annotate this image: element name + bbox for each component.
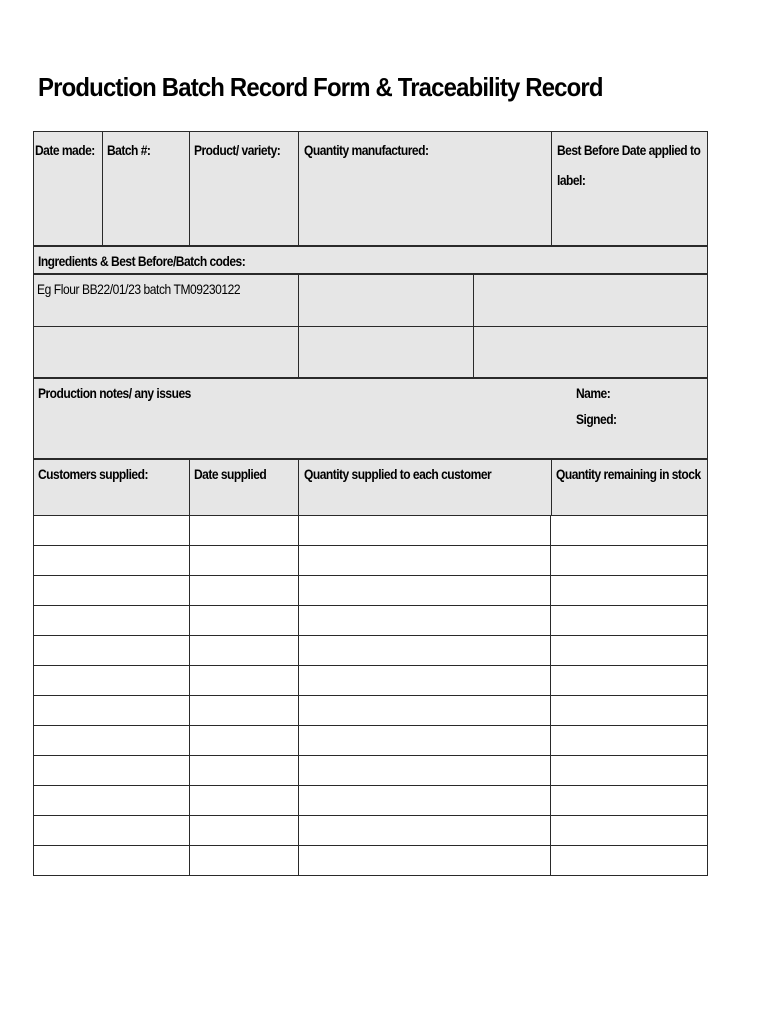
table-row xyxy=(34,576,708,606)
batch-header-section xyxy=(33,131,708,246)
table-cell[interactable] xyxy=(34,816,190,846)
ingredient-cell[interactable] xyxy=(473,326,707,377)
table-cell[interactable] xyxy=(551,726,708,756)
table-row xyxy=(34,516,708,546)
table-cell[interactable] xyxy=(298,606,551,636)
ingredient-cell[interactable] xyxy=(473,275,707,326)
table-cell[interactable] xyxy=(551,846,708,876)
table-cell[interactable] xyxy=(298,546,551,576)
table-row xyxy=(34,846,708,876)
date-made-field[interactable] xyxy=(34,132,102,245)
table-cell[interactable] xyxy=(34,786,190,816)
name-label: Name: xyxy=(576,385,611,401)
table-cell[interactable] xyxy=(189,546,298,576)
table-cell[interactable] xyxy=(298,786,551,816)
table-cell[interactable] xyxy=(34,846,190,876)
table-cell[interactable] xyxy=(189,636,298,666)
batch-number-label: Batch #: xyxy=(107,142,151,158)
table-row xyxy=(34,606,708,636)
ingredient-cell[interactable] xyxy=(298,326,473,377)
table-cell[interactable] xyxy=(34,636,190,666)
date-made-label: Date made: xyxy=(35,142,95,158)
ingredient-cell[interactable] xyxy=(34,275,298,326)
production-notes-section[interactable] xyxy=(33,378,708,459)
table-cell[interactable] xyxy=(34,576,190,606)
table-cell[interactable] xyxy=(551,546,708,576)
customers-supplied-header: Customers supplied: xyxy=(38,466,148,482)
table-row xyxy=(34,696,708,726)
table-cell[interactable] xyxy=(34,696,190,726)
best-before-label-line2: label: xyxy=(557,172,586,188)
ingredients-heading-row xyxy=(33,246,708,274)
table-cell[interactable] xyxy=(298,666,551,696)
table-cell[interactable] xyxy=(551,576,708,606)
table-cell[interactable] xyxy=(298,516,551,546)
table-cell[interactable] xyxy=(34,516,190,546)
table-cell[interactable] xyxy=(34,546,190,576)
table-cell[interactable] xyxy=(189,516,298,546)
customers-table xyxy=(33,515,708,876)
signed-label: Signed: xyxy=(576,411,617,427)
best-before-label-line1: Best Before Date applied to xyxy=(557,142,701,158)
table-cell[interactable] xyxy=(189,666,298,696)
table-cell[interactable] xyxy=(551,786,708,816)
table-row xyxy=(34,816,708,846)
table-cell[interactable] xyxy=(551,606,708,636)
batch-number-field[interactable] xyxy=(102,132,189,245)
table-cell[interactable] xyxy=(34,726,190,756)
customers-header-row xyxy=(33,459,708,516)
date-supplied-header: Date supplied xyxy=(194,466,267,482)
table-cell[interactable] xyxy=(34,606,190,636)
table-cell[interactable] xyxy=(189,756,298,786)
table-cell[interactable] xyxy=(551,816,708,846)
ingredients-heading: Ingredients & Best Before/Batch codes: xyxy=(38,253,246,269)
table-cell[interactable] xyxy=(551,516,708,546)
table-cell[interactable] xyxy=(34,666,190,696)
table-row xyxy=(34,546,708,576)
table-cell[interactable] xyxy=(551,696,708,726)
table-cell[interactable] xyxy=(551,636,708,666)
table-cell[interactable] xyxy=(189,726,298,756)
table-cell[interactable] xyxy=(298,576,551,606)
table-cell[interactable] xyxy=(189,606,298,636)
table-cell[interactable] xyxy=(189,816,298,846)
quantity-remaining-header: Quantity remaining in stock xyxy=(556,466,701,482)
table-row xyxy=(34,726,708,756)
ingredient-example-entry: Eg Flour BB22/01/23 batch TM09230122 xyxy=(37,281,241,297)
production-notes-label: Production notes/ any issues xyxy=(38,385,191,401)
table-cell[interactable] xyxy=(298,636,551,666)
table-cell[interactable] xyxy=(189,846,298,876)
table-cell[interactable] xyxy=(189,576,298,606)
table-row xyxy=(34,756,708,786)
table-row xyxy=(34,786,708,816)
form-title: Production Batch Record Form & Traceability Record xyxy=(38,72,603,102)
table-cell[interactable] xyxy=(551,666,708,696)
product-variety-field[interactable] xyxy=(189,132,298,245)
quantity-manufactured-field[interactable] xyxy=(298,132,551,245)
table-cell[interactable] xyxy=(298,726,551,756)
quantity-manufactured-label: Quantity manufactured: xyxy=(304,142,429,158)
table-row xyxy=(34,636,708,666)
ingredient-cell[interactable] xyxy=(298,275,473,326)
table-cell[interactable] xyxy=(298,816,551,846)
product-variety-label: Product/ variety: xyxy=(194,142,281,158)
table-row xyxy=(34,666,708,696)
table-cell[interactable] xyxy=(34,756,190,786)
ingredients-grid xyxy=(33,274,708,378)
table-cell[interactable] xyxy=(189,696,298,726)
table-cell[interactable] xyxy=(298,756,551,786)
table-cell[interactable] xyxy=(189,786,298,816)
ingredient-cell[interactable] xyxy=(34,326,298,377)
best-before-date-field[interactable] xyxy=(551,132,707,245)
table-cell[interactable] xyxy=(551,756,708,786)
quantity-supplied-header: Quantity supplied to each customer xyxy=(304,466,492,482)
table-cell[interactable] xyxy=(298,696,551,726)
table-cell[interactable] xyxy=(298,846,551,876)
